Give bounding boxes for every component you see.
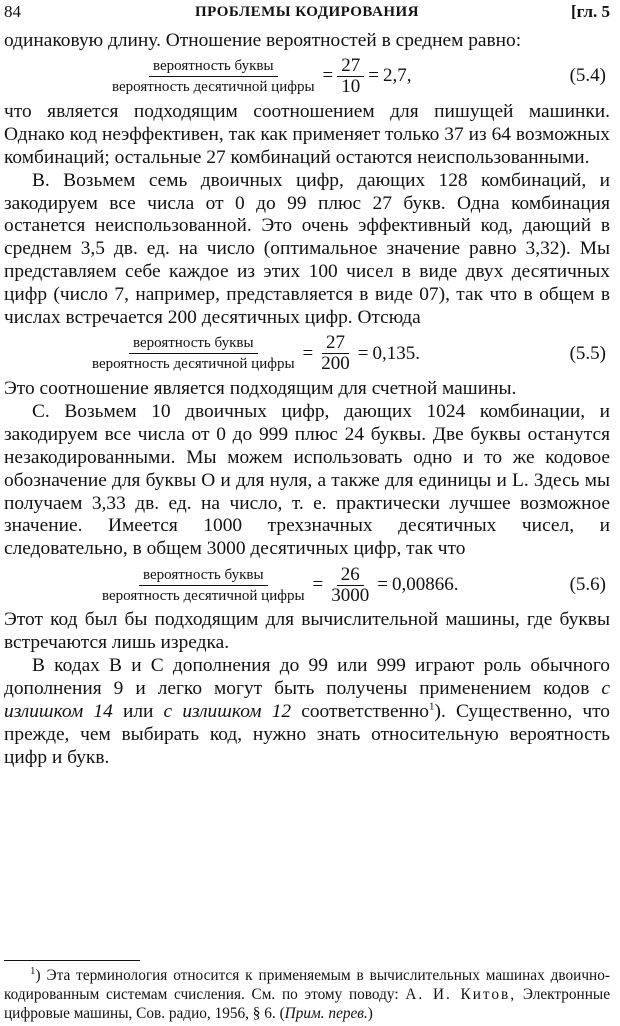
equation-number: (5.5) [569,342,606,364]
formula-5-5 [4,330,610,378]
text-run: или [112,700,164,722]
formula-result: 0,135. [372,342,420,364]
text-run: ). Существенно, что прежде, чем выбирать код, нужно знать относительную вероятность цифр и букв. [4,700,610,768]
fraction-denominator: 10 [341,76,361,98]
equals-sign: = [368,65,379,87]
paragraph-7 [4,655,610,770]
italic-term: с излишком 14 [4,677,610,722]
equals-sign: = [302,342,314,364]
main-text [4,30,610,770]
formula-5-6 [4,561,610,609]
word-fraction [108,56,319,97]
fraction-numerator: 27 [337,56,364,77]
number-fraction [327,565,373,606]
fraction-denominator: 3000 [331,584,370,606]
equals-sign: = [312,573,324,595]
text-run: Электронные цифровые машины, Сов. радио, 1956, § 6. ( [4,986,610,1022]
paragraph-2: что является подходящим соотношением для пишущей машинки. Однако код неэффективен, так как применяет только 37 из 64 возможных комбинаций; остальные 27 комбинаций остаются неиспользованными. [4,100,610,168]
fraction-denominator: 200 [321,353,350,375]
formula-result: 2,7, [382,65,412,87]
formula-result: 0,00866. [391,573,459,595]
chapter-marker: [гл. 5 [570,2,610,21]
paragraph-1: одинаковую длину. Отношение вероятностей в среднем равно: [4,30,522,51]
equation-number: (5.4) [569,65,606,87]
text-run: ) Эта терминология относится к применяемым в вычислительных машинах двоично-кодированным системам счисления. См. по этому поводу: [4,967,610,1003]
footnote [4,966,610,1023]
fraction-numerator: 26 [337,565,364,586]
author-name: А. И. Китов, [405,986,517,1003]
number-fraction [317,333,354,374]
equals-sign: = [357,342,369,364]
equation-number: (5.6) [569,573,606,595]
word-fraction [98,565,309,606]
text-run: соответственно [291,700,430,722]
fraction-denominator: вероятность десятичной цифры [92,356,295,373]
equals-sign: = [377,573,388,595]
fraction-denominator: вероятность десятичной цифры [112,79,315,96]
footnote-reference[interactable]: 1 [429,700,435,713]
translator-note: Прим. перев. [284,1005,368,1022]
italic-term: с излишком 12 [163,700,292,722]
fraction-denominator: вероятность десятичной цифры [102,587,305,604]
footnote-text [4,966,610,1023]
text-run: ) [367,1005,373,1022]
fraction-numerator: вероятность буквы [149,56,278,77]
running-header [4,2,610,28]
equals-sign: = [322,65,334,87]
footnote-marker: 1 [30,964,36,977]
paragraph-6: Этот код был бы подходящим для вычислительной машины, где буквы встречаются лишь изредка. [4,609,610,654]
footnote-divider [4,960,140,961]
formula-5-4 [4,53,610,101]
fraction-numerator: вероятность буквы [139,565,268,586]
fraction-numerator: 27 [322,333,349,354]
text-run: В кодах В и С дополнения до 99 или 999 играют роль обычного дополнения 9 и легко могут быть получены применением кодов [4,655,610,699]
paragraph-4: Это соотношение является подходящим для счетной машины. [4,377,517,399]
running-title: ПРОБЛЕМЫ КОДИРОВАНИЯ [195,4,419,20]
paragraph-3: В. Возьмем семь двоичных цифр, дающих 128 комбинаций, и закодируем все числа от 0 до 99 плюс 27 букв. Одна комбинация останется неиспользованной. Это очень эффективный код, дающий в среднем 3,5 дв. ед. на число (оптимальное значение равно 3,32). Мы представляем себе каждое из этих 100 чисел в виде двух десятичных цифр (число 7, например, представляется в виде 07), так что в общем в числах встречается 200 десятичных цифр. Отсюда [4,169,610,329]
fraction-numerator: вероятность буквы [129,333,258,354]
number-fraction [337,56,364,97]
page-number: 84 [4,2,21,21]
paragraph-5: С. Возьмем 10 двоичных цифр, дающих 1024 комбинации, и закодируем все числа от 0 до 999 плюс 24 буквы. Две буквы останутся незакодированными. Мы можем использовать одно и то же кодовое обозначение для буквы O и для нуля, а также для единицы и L. Здесь мы получаем 3,33 дв. ед. на число, т. е. практически лучшее возможное значение. Имеется 1000 трехзначных десятичных чисел, и следовательно, в общем 3000 десятичных цифр, так что [4,400,610,560]
word-fraction [88,333,299,374]
